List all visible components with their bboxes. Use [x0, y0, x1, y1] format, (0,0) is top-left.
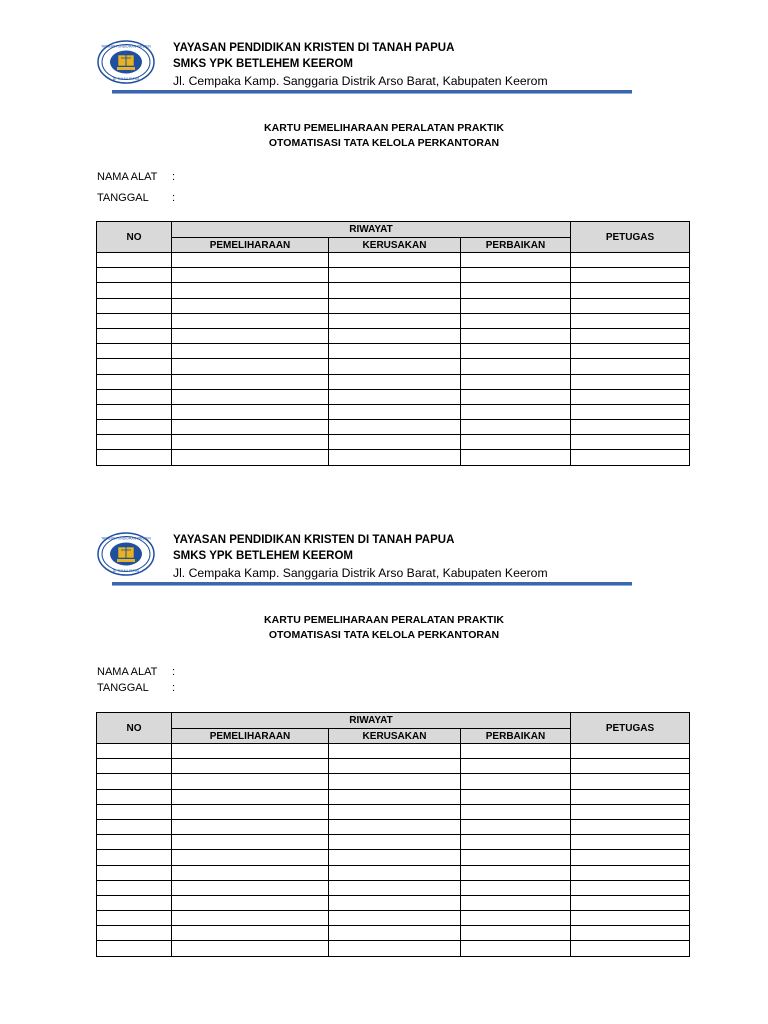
- col-repair-header: PERBAIKAN: [461, 238, 571, 253]
- maintenance-card-1: [0, 0, 768, 500]
- cell-no[interactable]: [97, 774, 172, 789]
- cell-officer[interactable]: [571, 895, 690, 910]
- table-row: [97, 389, 690, 404]
- cell-damage[interactable]: [329, 328, 461, 343]
- school-logo-icon: [97, 532, 155, 576]
- cell-officer[interactable]: [571, 819, 690, 834]
- col-damage-header: KERUSAKAN: [329, 238, 461, 253]
- cell-damage[interactable]: [329, 253, 461, 268]
- cell-officer[interactable]: [571, 253, 690, 268]
- table-row: [97, 759, 690, 774]
- table-row: [97, 880, 690, 895]
- cell-repair[interactable]: [461, 789, 571, 804]
- cell-damage[interactable]: [329, 298, 461, 313]
- table-row: [97, 789, 690, 804]
- cell-repair[interactable]: [461, 895, 571, 910]
- field-date-colon: :: [172, 682, 176, 694]
- cell-maintenance[interactable]: [172, 359, 329, 374]
- cell-no[interactable]: [97, 835, 172, 850]
- cell-repair[interactable]: [461, 819, 571, 834]
- cell-repair[interactable]: [461, 759, 571, 774]
- table-row: [97, 450, 690, 465]
- maintenance-table: [96, 712, 690, 957]
- cell-damage[interactable]: [329, 344, 461, 359]
- col-no-header: NO: [97, 222, 172, 253]
- cell-maintenance[interactable]: [172, 789, 329, 804]
- svg-text:YAYASAN PENDIDIKAN KRISTEN: YAYASAN PENDIDIKAN KRISTEN: [101, 44, 151, 49]
- cell-repair[interactable]: [461, 804, 571, 819]
- cell-maintenance[interactable]: [172, 450, 329, 465]
- cell-repair[interactable]: [461, 865, 571, 880]
- cell-repair[interactable]: [461, 880, 571, 895]
- cell-damage[interactable]: [329, 374, 461, 389]
- header-rule: [112, 582, 632, 586]
- cell-repair[interactable]: [461, 850, 571, 865]
- foundation-name: YAYASAN PENDIDIKAN KRISTEN DI TANAH PAPUA: [173, 42, 455, 54]
- cell-repair[interactable]: [461, 435, 571, 450]
- field-name-colon: :: [172, 171, 176, 183]
- cell-repair[interactable]: [461, 374, 571, 389]
- svg-text:DI TANAH PAPUA: DI TANAH PAPUA: [112, 569, 140, 573]
- cell-maintenance[interactable]: [172, 313, 329, 328]
- svg-text:DI TANAH PAPUA: DI TANAH PAPUA: [112, 77, 140, 81]
- table-row: [97, 420, 690, 435]
- cell-repair[interactable]: [461, 283, 571, 298]
- cell-no[interactable]: [97, 253, 172, 268]
- cell-officer[interactable]: [571, 389, 690, 404]
- header-rule: [112, 90, 632, 94]
- cell-officer[interactable]: [571, 435, 690, 450]
- cell-damage[interactable]: [329, 404, 461, 419]
- cell-repair[interactable]: [461, 313, 571, 328]
- cell-damage[interactable]: [329, 804, 461, 819]
- cell-repair[interactable]: [461, 253, 571, 268]
- cell-repair[interactable]: [461, 389, 571, 404]
- cell-officer[interactable]: [571, 850, 690, 865]
- cell-repair[interactable]: [461, 835, 571, 850]
- cell-maintenance[interactable]: [172, 744, 329, 759]
- col-damage-header: KERUSAKAN: [329, 729, 461, 744]
- cell-repair[interactable]: [461, 774, 571, 789]
- svg-text:YAYASAN PENDIDIKAN KRISTEN: YAYASAN PENDIDIKAN KRISTEN: [101, 536, 151, 541]
- field-date-label: TANGGAL: [97, 192, 149, 204]
- cell-officer[interactable]: [571, 941, 690, 956]
- table-row: [97, 268, 690, 283]
- cell-no[interactable]: [97, 268, 172, 283]
- cell-no[interactable]: [97, 435, 172, 450]
- cell-damage[interactable]: [329, 359, 461, 374]
- cell-maintenance[interactable]: [172, 404, 329, 419]
- maintenance-card-2: [0, 492, 768, 992]
- table-row: [97, 865, 690, 880]
- cell-damage[interactable]: [329, 283, 461, 298]
- cell-maintenance[interactable]: [172, 804, 329, 819]
- cell-damage[interactable]: [329, 819, 461, 834]
- cell-officer[interactable]: [571, 835, 690, 850]
- cell-no[interactable]: [97, 865, 172, 880]
- table-row: [97, 344, 690, 359]
- cell-repair[interactable]: [461, 744, 571, 759]
- cell-officer[interactable]: [571, 926, 690, 941]
- table-row: [97, 911, 690, 926]
- table-row: [97, 374, 690, 389]
- cell-damage[interactable]: [329, 926, 461, 941]
- cell-officer[interactable]: [571, 298, 690, 313]
- col-no-header: NO: [97, 713, 172, 744]
- table-row: [97, 774, 690, 789]
- table-row: [97, 835, 690, 850]
- cell-maintenance[interactable]: [172, 911, 329, 926]
- table-row: [97, 926, 690, 941]
- cell-maintenance[interactable]: [172, 774, 329, 789]
- cell-maintenance[interactable]: [172, 759, 329, 774]
- cell-maintenance[interactable]: [172, 926, 329, 941]
- card-subtitle: OTOMATISASI TATA KELOLA PERKANTORAN: [268, 629, 500, 641]
- cell-damage[interactable]: [329, 420, 461, 435]
- cell-repair[interactable]: [461, 298, 571, 313]
- cell-officer[interactable]: [571, 328, 690, 343]
- cell-maintenance[interactable]: [172, 420, 329, 435]
- cell-repair[interactable]: [461, 268, 571, 283]
- cell-no[interactable]: [97, 789, 172, 804]
- cell-no[interactable]: [97, 298, 172, 313]
- cell-no[interactable]: [97, 941, 172, 956]
- field-name-label: NAMA ALAT: [97, 171, 158, 183]
- table-row: [97, 804, 690, 819]
- cell-officer[interactable]: [571, 344, 690, 359]
- cell-no[interactable]: [97, 389, 172, 404]
- school-name: SMKS YPK BETLEHEM KEEROM: [173, 550, 353, 562]
- cell-maintenance[interactable]: [172, 835, 329, 850]
- table-row: [97, 298, 690, 313]
- cell-officer[interactable]: [571, 774, 690, 789]
- cell-maintenance[interactable]: [172, 389, 329, 404]
- cell-no[interactable]: [97, 911, 172, 926]
- cell-damage[interactable]: [329, 435, 461, 450]
- cell-no[interactable]: [97, 374, 172, 389]
- school-address: Jl. Cempaka Kamp. Sanggaria Distrik Arso Barat, Kabupaten Keerom: [173, 74, 548, 88]
- table-row: [97, 328, 690, 343]
- field-name-colon: :: [172, 666, 176, 678]
- school-logo-icon: [97, 40, 155, 84]
- cell-no[interactable]: [97, 819, 172, 834]
- col-repair-header: PERBAIKAN: [461, 729, 571, 744]
- cell-maintenance[interactable]: [172, 253, 329, 268]
- cell-damage[interactable]: [329, 313, 461, 328]
- table-row: [97, 359, 690, 374]
- card-title: KARTU PEMELIHARAAN PERALATAN PRAKTIK: [264, 614, 504, 626]
- cell-damage[interactable]: [329, 865, 461, 880]
- cell-officer[interactable]: [571, 404, 690, 419]
- cell-no[interactable]: [97, 283, 172, 298]
- cell-maintenance[interactable]: [172, 283, 329, 298]
- cell-maintenance[interactable]: [172, 328, 329, 343]
- field-name-label: NAMA ALAT: [97, 666, 158, 678]
- maintenance-table: [96, 221, 690, 466]
- cell-officer[interactable]: [571, 880, 690, 895]
- col-officer-header: PETUGAS: [571, 222, 690, 253]
- table-row: [97, 895, 690, 910]
- cell-damage[interactable]: [329, 941, 461, 956]
- cell-no[interactable]: [97, 344, 172, 359]
- cell-repair[interactable]: [461, 420, 571, 435]
- col-history-header: RIWAYAT: [172, 713, 571, 729]
- cell-maintenance[interactable]: [172, 880, 329, 895]
- table-row: [97, 283, 690, 298]
- cell-no[interactable]: [97, 450, 172, 465]
- cell-maintenance[interactable]: [172, 435, 329, 450]
- field-date-label: TANGGAL: [97, 682, 149, 694]
- cell-damage[interactable]: [329, 268, 461, 283]
- cell-officer[interactable]: [571, 804, 690, 819]
- cell-maintenance[interactable]: [172, 819, 329, 834]
- cell-no[interactable]: [97, 895, 172, 910]
- cell-officer[interactable]: [571, 283, 690, 298]
- cell-damage[interactable]: [329, 895, 461, 910]
- foundation-name: YAYASAN PENDIDIKAN KRISTEN DI TANAH PAPUA: [173, 534, 455, 546]
- cell-officer[interactable]: [571, 374, 690, 389]
- cell-maintenance[interactable]: [172, 850, 329, 865]
- cell-repair[interactable]: [461, 926, 571, 941]
- cell-damage[interactable]: [329, 774, 461, 789]
- table-row: [97, 941, 690, 956]
- cell-damage[interactable]: [329, 450, 461, 465]
- cell-damage[interactable]: [329, 850, 461, 865]
- school-address: Jl. Cempaka Kamp. Sanggaria Distrik Arso Barat, Kabupaten Keerom: [173, 566, 548, 580]
- cell-maintenance[interactable]: [172, 895, 329, 910]
- card-subtitle: OTOMATISASI TATA KELOLA PERKANTORAN: [268, 137, 500, 149]
- cell-damage[interactable]: [329, 880, 461, 895]
- cell-officer[interactable]: [571, 865, 690, 880]
- cell-officer[interactable]: [571, 359, 690, 374]
- cell-repair[interactable]: [461, 450, 571, 465]
- cell-damage[interactable]: [329, 911, 461, 926]
- cell-officer[interactable]: [571, 789, 690, 804]
- col-maintenance-header: PEMELIHARAAN: [172, 729, 329, 744]
- cell-no[interactable]: [97, 880, 172, 895]
- cell-officer[interactable]: [571, 759, 690, 774]
- cell-officer[interactable]: [571, 420, 690, 435]
- cell-no[interactable]: [97, 359, 172, 374]
- cell-no[interactable]: [97, 404, 172, 419]
- cell-repair[interactable]: [461, 344, 571, 359]
- table-row: [97, 850, 690, 865]
- cell-no[interactable]: [97, 850, 172, 865]
- col-maintenance-header: PEMELIHARAAN: [172, 238, 329, 253]
- cell-no[interactable]: [97, 744, 172, 759]
- school-name: SMKS YPK BETLEHEM KEEROM: [173, 58, 353, 70]
- table-row: [97, 435, 690, 450]
- cell-officer[interactable]: [571, 268, 690, 283]
- table-row: [97, 253, 690, 268]
- cell-repair[interactable]: [461, 328, 571, 343]
- cell-no[interactable]: [97, 313, 172, 328]
- col-history-header: RIWAYAT: [172, 222, 571, 238]
- cell-officer[interactable]: [571, 911, 690, 926]
- cell-maintenance[interactable]: [172, 865, 329, 880]
- cell-no[interactable]: [97, 804, 172, 819]
- cell-damage[interactable]: [329, 389, 461, 404]
- table-row: [97, 819, 690, 834]
- card-title: KARTU PEMELIHARAAN PERALATAN PRAKTIK: [264, 122, 504, 134]
- cell-officer[interactable]: [571, 744, 690, 759]
- cell-maintenance[interactable]: [172, 374, 329, 389]
- cell-officer[interactable]: [571, 313, 690, 328]
- cell-maintenance[interactable]: [172, 268, 329, 283]
- cell-damage[interactable]: [329, 789, 461, 804]
- table-row: [97, 744, 690, 759]
- table-row: [97, 404, 690, 419]
- field-date-colon: :: [172, 192, 176, 204]
- cell-maintenance[interactable]: [172, 941, 329, 956]
- table-row: [97, 313, 690, 328]
- cell-maintenance[interactable]: [172, 344, 329, 359]
- cell-officer[interactable]: [571, 450, 690, 465]
- cell-no[interactable]: [97, 420, 172, 435]
- cell-damage[interactable]: [329, 744, 461, 759]
- cell-repair[interactable]: [461, 404, 571, 419]
- cell-damage[interactable]: [329, 835, 461, 850]
- cell-repair[interactable]: [461, 911, 571, 926]
- cell-no[interactable]: [97, 759, 172, 774]
- cell-damage[interactable]: [329, 759, 461, 774]
- col-officer-header: PETUGAS: [571, 713, 690, 744]
- cell-repair[interactable]: [461, 941, 571, 956]
- cell-maintenance[interactable]: [172, 298, 329, 313]
- cell-repair[interactable]: [461, 359, 571, 374]
- cell-no[interactable]: [97, 328, 172, 343]
- cell-no[interactable]: [97, 926, 172, 941]
